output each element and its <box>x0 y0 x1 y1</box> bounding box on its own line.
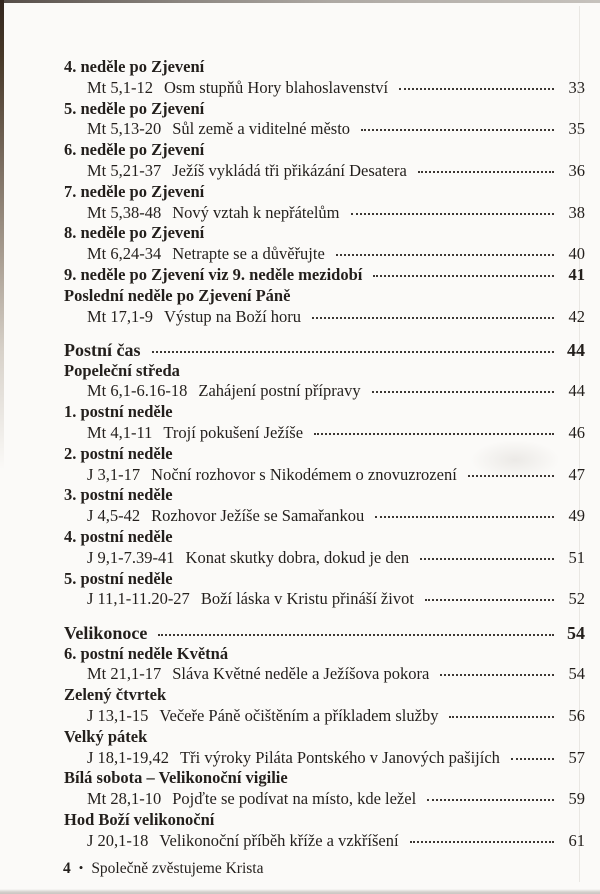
toc-day-heading <box>64 810 585 831</box>
toc-entry-title: Osm stupňů Hory blahoslavenství <box>164 77 389 97</box>
scripture-reference: Mt 17,1-9 <box>87 306 153 326</box>
scripture-reference: J 20,1-18 <box>87 830 149 850</box>
dot-leader <box>351 213 555 215</box>
dot-leader <box>314 433 554 435</box>
toc-day-heading <box>64 444 585 465</box>
toc-entry <box>64 244 585 265</box>
dot-leader <box>361 129 554 131</box>
toc-heading-label: Zelený čtvrtek <box>64 685 167 705</box>
toc-entry-title: Zahájení postní přípravy <box>198 381 361 401</box>
dot-leader <box>420 558 554 560</box>
toc-entry-title: Velikonoční příběh kříže a vzkříšení <box>159 830 399 850</box>
toc-page-number: 47 <box>568 464 585 484</box>
dot-leader <box>372 391 554 393</box>
toc-entry <box>64 548 585 569</box>
toc-section-heading <box>64 340 585 361</box>
scripture-reference: J 18,1-19,42 <box>87 747 170 767</box>
toc-page-number: 61 <box>568 830 585 850</box>
toc-heading-label: 6. postní neděle Květná <box>64 643 229 663</box>
toc-entry-title: Nový vztah k nepřátelům <box>172 202 340 222</box>
toc-heading-label: Velikonoce <box>64 622 148 643</box>
toc-entry-title: Sůl země a viditelné město <box>172 119 351 139</box>
toc-day-heading <box>64 644 585 665</box>
toc-heading-label: 7. neděle po Zjevení <box>64 181 205 201</box>
toc-page-number: 33 <box>568 77 585 97</box>
toc-entry <box>64 706 585 727</box>
footer-page-number: 4 <box>63 860 71 877</box>
toc-entry <box>64 423 585 444</box>
dot-leader <box>312 317 554 319</box>
dot-leader <box>410 841 554 843</box>
toc-heading-label: 5. postní neděle <box>64 568 173 588</box>
toc-day-heading <box>64 223 585 244</box>
toc-day-heading <box>64 768 585 789</box>
toc-page-number: 46 <box>568 423 585 443</box>
scan-edge-left <box>0 0 4 470</box>
toc-day-heading <box>64 569 585 590</box>
toc-entry <box>64 589 585 610</box>
dot-leader <box>425 599 554 601</box>
toc-entry-title: Konat skutky dobra, dokud je den <box>185 547 410 567</box>
toc-entry-title: Pojďte se podívat na místo, kde ležel <box>172 789 417 809</box>
toc-day-heading <box>64 527 585 548</box>
toc-heading-label: 1. postní neděle <box>64 402 173 422</box>
toc-entry <box>64 78 585 99</box>
toc-page-number: 41 <box>568 264 585 284</box>
toc-day-heading <box>64 286 585 307</box>
scripture-reference: Mt 5,21-37 <box>87 160 162 180</box>
toc-day-heading <box>64 140 585 161</box>
toc-page-number: 38 <box>568 202 585 222</box>
dot-leader <box>511 758 554 760</box>
toc-entry <box>64 203 585 224</box>
toc-day-heading <box>64 265 585 286</box>
toc-heading-label: Postní čas <box>64 339 141 360</box>
toc-day-heading <box>64 485 585 506</box>
toc-entry <box>64 831 585 852</box>
page-footer <box>63 860 263 878</box>
scripture-reference: J 13,1-15 <box>87 705 149 725</box>
toc-page-number: 36 <box>568 160 585 180</box>
toc-heading-label: Bílá sobota – Velikonoční vigilie <box>64 768 288 788</box>
toc-page-number: 49 <box>568 506 585 526</box>
dot-leader <box>373 275 554 277</box>
toc-entry <box>64 119 585 140</box>
toc-page-number: 42 <box>568 306 585 326</box>
toc-day-heading <box>64 57 585 78</box>
toc-day-heading <box>64 99 585 120</box>
scripture-reference: Mt 6,1-6.16-18 <box>87 381 188 401</box>
dot-leader <box>399 88 554 90</box>
toc-page-number: 54 <box>568 664 585 684</box>
toc-heading-label: Hod Boží velikonoční <box>64 809 215 829</box>
toc-day-heading <box>64 361 585 382</box>
toc-page-number: 52 <box>568 589 585 609</box>
toc-page-number: 51 <box>568 547 585 567</box>
dot-leader <box>158 634 554 636</box>
toc-day-heading <box>64 402 585 423</box>
toc-entry <box>64 789 585 810</box>
toc-page-number: 35 <box>568 119 585 139</box>
dot-leader <box>152 351 555 353</box>
footer-book-title: Společně zvěstujeme Krista <box>91 860 264 877</box>
toc-entry <box>64 161 585 182</box>
toc-heading-label: 8. neděle po Zjevení <box>64 223 205 243</box>
toc-day-heading <box>64 727 585 748</box>
dot-leader <box>449 716 554 718</box>
toc-page-number: 56 <box>568 705 585 725</box>
scripture-reference: Mt 5,13-20 <box>87 119 162 139</box>
scripture-reference: Mt 6,24-34 <box>87 244 162 264</box>
toc-entry <box>64 381 585 402</box>
toc-heading-label: 2. postní neděle <box>64 443 173 463</box>
toc-day-heading <box>64 182 585 203</box>
toc-entry-title: Trojí pokušení Ježíše <box>163 423 304 443</box>
toc-entry-title: Netrapte se a důvěřujte <box>172 244 325 264</box>
scan-edge-top <box>0 0 600 3</box>
toc-section-heading <box>64 623 585 644</box>
toc-heading-label: 5. neděle po Zjevení <box>64 98 205 118</box>
toc-entry-title: Tři výroky Piláta Pontského v Janových pašijích <box>180 747 500 767</box>
scripture-reference: J 11,1-11.20-27 <box>87 589 190 609</box>
toc-entry-title: Rozhovor Ježíše se Samařankou <box>151 506 365 526</box>
toc-page-number: 44 <box>567 339 585 360</box>
toc-page-number: 44 <box>568 381 585 401</box>
scripture-reference: Mt 4,1-11 <box>87 423 153 443</box>
scripture-reference: J 3,1-17 <box>87 464 141 484</box>
toc-entry-title: Ježíš vykládá tři přikázání Desatera <box>172 160 407 180</box>
toc-entry-title: Sláva Květné neděle a Ježíšova pokora <box>172 664 430 684</box>
toc-entry <box>64 465 585 486</box>
toc-entry <box>64 664 585 685</box>
scan-edge-bottom <box>0 889 600 894</box>
dot-leader <box>375 516 554 518</box>
scripture-reference: Mt 21,1-17 <box>87 664 162 684</box>
bullet-separator-icon: • <box>78 860 84 875</box>
toc-entry <box>64 748 585 769</box>
toc-entry <box>64 506 585 527</box>
toc-heading-label: 4. neděle po Zjevení <box>64 57 205 76</box>
toc-heading-label: 9. neděle po Zjevení viz 9. neděle mezidobí <box>64 264 363 284</box>
toc-heading-label: Popeleční středa <box>64 360 180 380</box>
toc-heading-label: 3. postní neděle <box>64 485 173 505</box>
toc-page-number: 59 <box>568 789 585 809</box>
dot-leader <box>468 475 554 477</box>
toc-heading-label: Velký pátek <box>64 726 148 746</box>
toc-heading-label: Poslední neděle po Zjevení Páně <box>64 285 291 305</box>
toc-entry-title: Večeře Páně očištěním a příkladem služby <box>159 705 439 725</box>
dot-leader <box>418 171 554 173</box>
toc-heading-label: 4. postní neděle <box>64 527 173 547</box>
toc-day-heading <box>64 685 585 706</box>
toc-entry <box>64 307 585 328</box>
dot-leader <box>427 799 554 801</box>
dot-leader <box>440 674 554 676</box>
toc-page-number: 40 <box>568 244 585 264</box>
dot-leader <box>336 254 554 256</box>
scripture-reference: Mt 5,38-48 <box>87 202 162 222</box>
toc-entry-title: Boží láska v Kristu přináší život <box>200 589 414 609</box>
scripture-reference: J 4,5-42 <box>87 506 141 526</box>
toc-heading-label: 6. neděle po Zjevení <box>64 140 205 160</box>
table-of-contents <box>64 57 585 851</box>
toc-page-number: 54 <box>567 622 585 643</box>
toc-entry-title: Výstup na Boží horu <box>164 306 302 326</box>
toc-page-number: 57 <box>568 747 585 767</box>
toc-entry-title: Noční rozhovor s Nikodémem o znovuzrození <box>151 464 457 484</box>
scripture-reference: J 9,1-7.39-41 <box>87 547 175 567</box>
scripture-reference: Mt 5,1-12 <box>87 77 153 97</box>
scripture-reference: Mt 28,1-10 <box>87 789 162 809</box>
